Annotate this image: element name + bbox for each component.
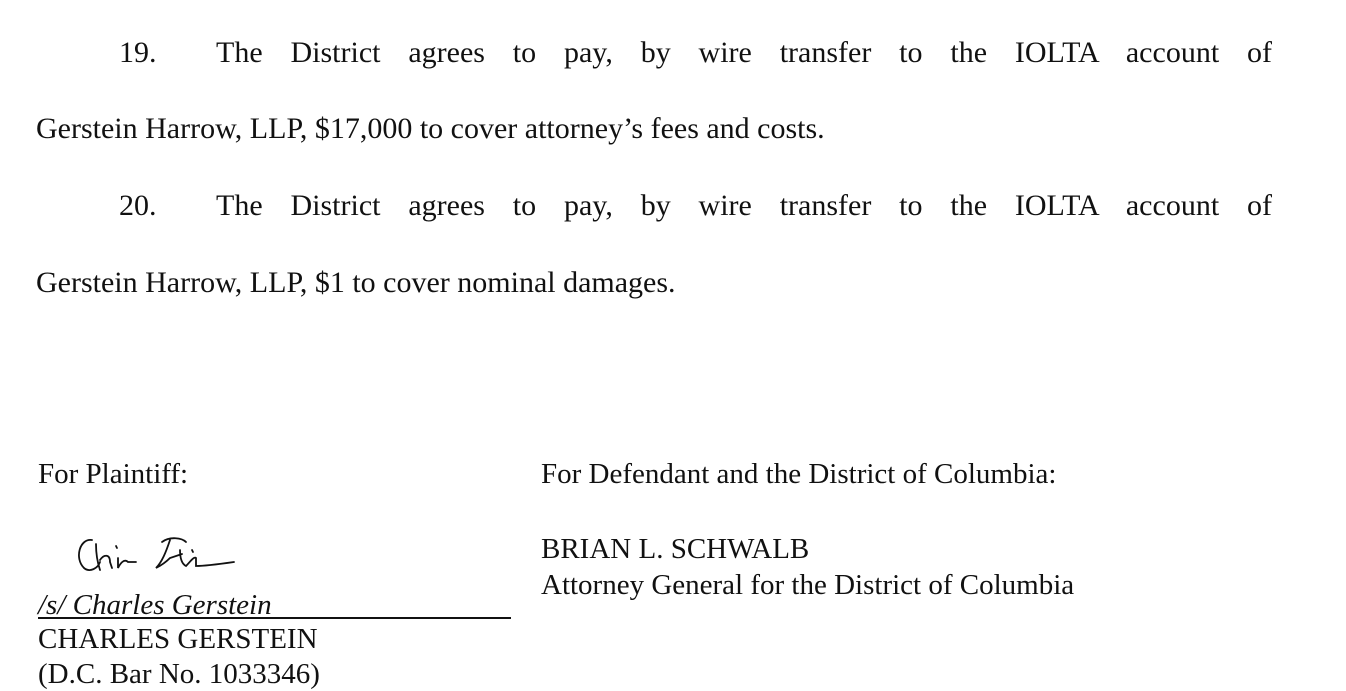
- plaintiff-attorney-name: CHARLES GERSTEIN: [38, 623, 318, 655]
- plaintiff-bar-number: (D.C. Bar No. 1033346): [38, 658, 320, 690]
- paragraph-19-continuation: Gerstein Harrow, LLP, $17,000 to cover attorney’s fees and costs.: [36, 112, 825, 145]
- paragraph-20-first-line: The District agrees to pay, by wire transfer to the IOLTA account of: [216, 189, 1272, 222]
- defendant-heading: For Defendant and the District of Columbia:: [541, 458, 1057, 490]
- plaintiff-heading: For Plaintiff:: [38, 458, 189, 490]
- paragraph-19-number: 19.: [119, 36, 157, 69]
- defendant-attorney-name: BRIAN L. SCHWALB: [541, 533, 810, 565]
- paragraph-20-number: 20.: [119, 189, 157, 222]
- electronic-signature: /s/ Charles Gerstein: [38, 589, 272, 621]
- signature-line: [38, 617, 511, 619]
- paragraph-20-continuation: Gerstein Harrow, LLP, $1 to cover nominal damages.: [36, 266, 676, 299]
- defendant-attorney-title: Attorney General for the District of Columbia: [541, 569, 1075, 601]
- paragraph-19-first-line: The District agrees to pay, by wire transfer to the IOLTA account of: [216, 36, 1272, 69]
- handwritten-signature: [70, 528, 240, 580]
